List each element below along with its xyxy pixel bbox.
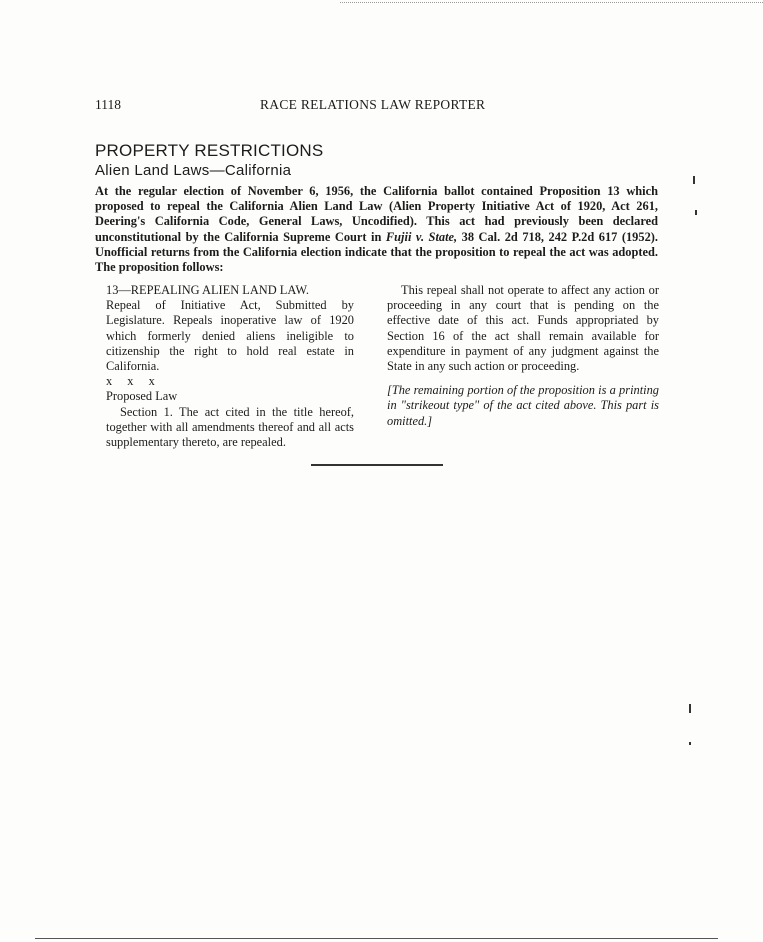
section-title: PROPERTY RESTRICTIONS — [95, 141, 324, 160]
right-column — [387, 283, 659, 429]
repeal-paragraph: This repeal shall not operate to affect any action or proceeding in any court that is pending on the effective date of this act. Funds appropriated by Section 16 of the act shall remain available for expenditure in payment of any judgment against the State in any such action or proceeding. — [387, 283, 659, 374]
scan-speck — [689, 742, 691, 745]
intro-text-part1: At the regular election of November 6, 1956, the California ballot contained Proposition 13 which proposed to repeal the California Alien Land Law (Alien Property Initiative Act of 1920, Act 261, Deering's California Code, General Laws, Uncodified). This act had previously been declared unconstitutional by the California Supreme Court in — [95, 184, 658, 244]
editorial-note: [The remaining portion of the proposition is a printing in "strikeout type" of the act cited above. This part is omitted.] — [387, 383, 659, 428]
intro-text-part2: 38 Cal. 2d 718, 242 P.2d 617 (1952). Unofficial returns from the California election indicate that the proposition to repeal the act was adopted. The proposition follows: — [95, 229, 658, 275]
running-head: RACE RELATIONS LAW REPORTER — [260, 97, 486, 112]
proposition-description: Repeal of Initiative Act, Submitted by Legislature. Repeals inoperative law of 1920 which formerly denied aliens ineligible to citizenship the right to hold real estate in California. — [106, 298, 354, 374]
separator-marks: x x x — [106, 374, 161, 389]
section-1-text: Section 1. The act cited in the title hereof, together with all amendments thereof and all acts supplementary thereto, are repealed. — [106, 404, 354, 450]
scan-speck — [689, 704, 691, 713]
scan-speck — [695, 210, 697, 215]
top-scan-border — [340, 2, 763, 3]
page-header — [95, 97, 657, 115]
section-subtitle: Alien Land Laws—California — [95, 162, 292, 179]
proposed-law-heading: Proposed Law — [106, 389, 178, 404]
bottom-scan-border — [35, 938, 718, 939]
case-name: Fujii v. State, — [385, 229, 458, 244]
left-column — [106, 283, 354, 450]
end-of-article-rule — [311, 464, 443, 466]
intro-paragraph — [95, 184, 658, 275]
page-number: 1118 — [95, 97, 121, 112]
proposition-heading: 13—REPEALING ALIEN LAND LAW. — [106, 283, 309, 297]
scan-speck — [693, 176, 695, 184]
